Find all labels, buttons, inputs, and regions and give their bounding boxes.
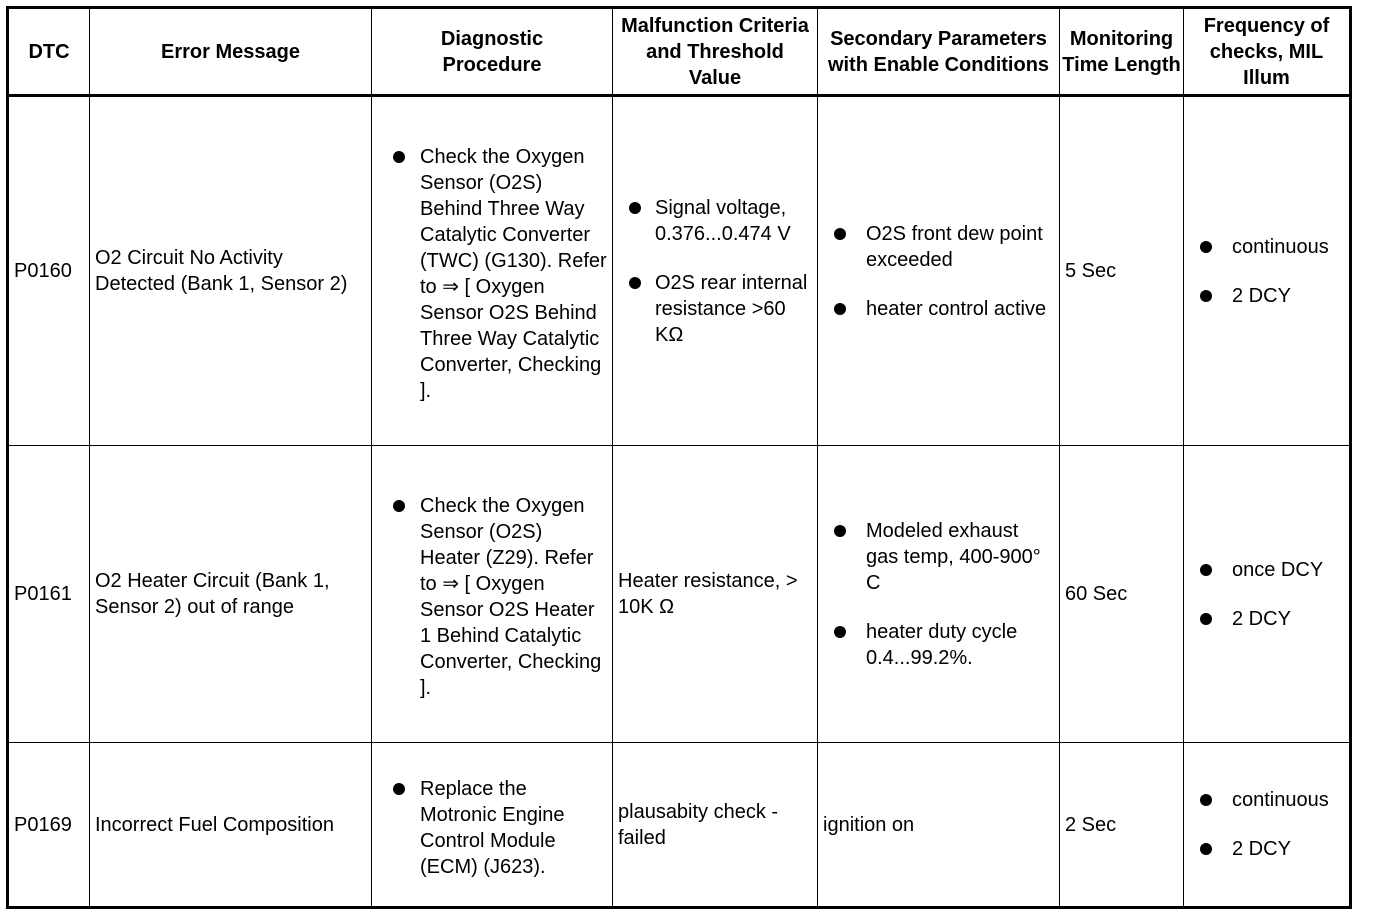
header-dtc: DTC xyxy=(8,8,90,96)
table-row xyxy=(8,743,1351,908)
list-item: Check the Oxygen Sensor (O2S) Heater (Z29). Refer to ⇒ [ Oxygen Sensor O2S Heater 1 Behind Catalytic Converter, Checking ]. xyxy=(377,493,607,701)
header-row xyxy=(8,8,1351,96)
header-frequency: Frequency of checks, MIL Illum xyxy=(1184,8,1351,96)
cell-diagnostic-procedure xyxy=(372,743,613,908)
header-monitoring-time: Monitoring Time Length xyxy=(1060,8,1184,96)
cell-frequency xyxy=(1184,96,1351,446)
cell-malfunction-criteria xyxy=(613,96,818,446)
table-row xyxy=(8,446,1351,743)
cell-frequency xyxy=(1184,446,1351,743)
cell-malfunction-criteria: Heater resistance, > 10K Ω xyxy=(613,446,818,743)
header-diagnostic-procedure: Diagnostic Procedure xyxy=(372,8,613,96)
list-item: Modeled exhaust gas temp, 400-900° C xyxy=(818,518,1054,596)
cell-error-message: Incorrect Fuel Composition xyxy=(90,743,372,908)
cell-monitoring-time: 2 Sec xyxy=(1060,743,1184,908)
list-item: 2 DCY xyxy=(1184,836,1344,862)
list-item: 2 DCY xyxy=(1184,283,1344,309)
table-row xyxy=(8,96,1351,446)
cell-dtc: P0169 xyxy=(8,743,90,908)
cell-malfunction-criteria: plausabity check - failed xyxy=(613,743,818,908)
cell-monitoring-time: 60 Sec xyxy=(1060,446,1184,743)
list-item: continuous xyxy=(1184,234,1344,260)
list-item: heater control active xyxy=(818,296,1054,322)
cell-dtc: P0161 xyxy=(8,446,90,743)
cell-diagnostic-procedure xyxy=(372,446,613,743)
header-secondary-parameters: Secondary Parameters with Enable Conditions xyxy=(818,8,1060,96)
cell-dtc: P0160 xyxy=(8,96,90,446)
header-error-message: Error Message xyxy=(90,8,372,96)
list-item: heater duty cycle 0.4...99.2%. xyxy=(818,619,1054,671)
list-item: 2 DCY xyxy=(1184,606,1344,632)
dtc-table xyxy=(6,6,1352,909)
cell-error-message: O2 Circuit No Activity Detected (Bank 1, Sensor 2) xyxy=(90,96,372,446)
cell-secondary-parameters xyxy=(818,446,1060,743)
list-item: once DCY xyxy=(1184,557,1344,583)
cell-secondary-parameters xyxy=(818,96,1060,446)
list-item: continuous xyxy=(1184,787,1344,813)
list-item: Signal voltage, 0.376...0.474 V xyxy=(613,195,812,247)
cell-monitoring-time: 5 Sec xyxy=(1060,96,1184,446)
list-item: O2S rear internal resistance >60 KΩ xyxy=(613,270,812,348)
list-item: O2S front dew point exceeded xyxy=(818,221,1054,273)
cell-secondary-parameters: ignition on xyxy=(818,743,1060,908)
cell-frequency xyxy=(1184,743,1351,908)
list-item: Check the Oxygen Sensor (O2S) Behind Three Way Catalytic Converter (TWC) (G130). Refer to ⇒ [ Oxygen Sensor O2S Behind Three Way Catalytic Converter, Checking ]. xyxy=(377,144,607,404)
cell-diagnostic-procedure xyxy=(372,96,613,446)
header-malfunction-criteria: Malfunction Criteria and Threshold Value xyxy=(613,8,818,96)
list-item: Replace the Motronic Engine Control Module (ECM) (J623). xyxy=(377,776,607,880)
cell-error-message: O2 Heater Circuit (Bank 1, Sensor 2) out of range xyxy=(90,446,372,743)
